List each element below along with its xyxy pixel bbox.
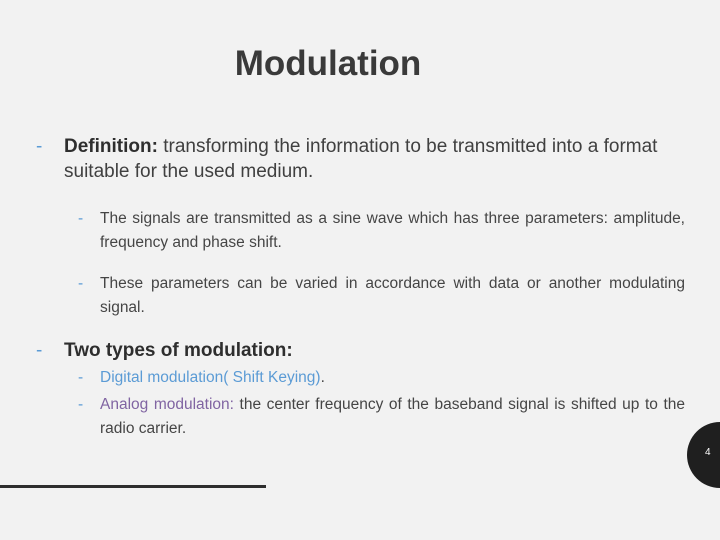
two-types-label: Two types of modulation:	[64, 340, 293, 361]
bullet-dash: -	[78, 210, 84, 227]
analog-modulation-label: Analog modulation:	[100, 396, 234, 413]
sub-bullet-text	[100, 393, 685, 441]
bullet-dash: -	[78, 275, 84, 292]
sub-bullet-analog	[78, 393, 685, 441]
bullet-dash: -	[36, 136, 43, 157]
slide-title: Modulation	[234, 44, 422, 83]
bullet-text	[64, 134, 696, 184]
digital-modulation-rest: .	[320, 369, 325, 386]
sub-bullet-text	[100, 366, 685, 390]
sub-bullet-digital	[78, 366, 685, 390]
page-number-badge	[687, 422, 720, 488]
bullet-two-types	[36, 338, 696, 363]
sub-bullet-signals	[78, 207, 685, 255]
footer-bar	[0, 485, 266, 488]
page-number: 4	[705, 447, 711, 458]
sub-bullet-text: These parameters can be varied in accordance with data or another modulating signal.	[100, 275, 685, 316]
bullet-definition	[36, 134, 696, 184]
bullet-text	[64, 338, 696, 363]
digital-modulation-label: Digital modulation( Shift Keying)	[100, 369, 321, 386]
sub-bullet-parameters	[78, 272, 685, 320]
sub-bullet-text: The signals are transmitted as a sine wave which has three parameters: amplitude, frequency and phase shift.	[100, 210, 685, 251]
definition-label: Definition:	[64, 136, 158, 157]
bullet-dash: -	[78, 396, 84, 413]
bullet-dash: -	[36, 340, 43, 361]
analog-modulation-rest: the center frequency of the baseband signal is shifted up to the radio carrier.	[100, 396, 685, 437]
bullet-dash: -	[78, 369, 84, 386]
definition-text: transforming the information to be transmitted into a format suitable for the used medium.	[64, 136, 658, 182]
